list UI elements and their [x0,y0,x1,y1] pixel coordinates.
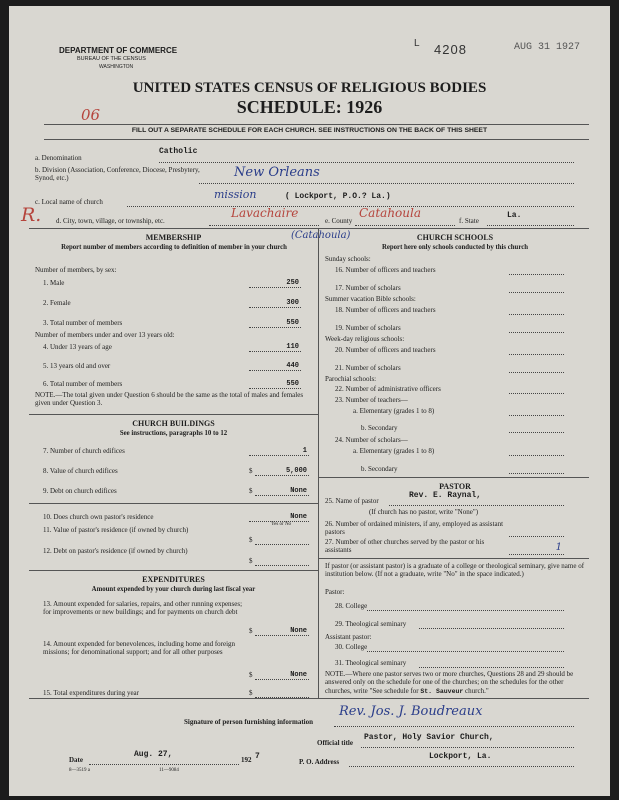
received-date-stamp: AUG 31 1927 [514,42,581,53]
local-name-hand: mission [214,188,257,201]
q5-value: 440 [286,361,299,370]
q2-label: 2. Female [43,299,71,307]
membership-note: NOTE.—The total given under Question 6 should be the same as the total of males and females given under Question 3. [35,391,304,408]
signature-label: Signature of person furnishing information [184,718,313,726]
pastor-name-value: Rev. E. Raynal, [409,491,482,500]
q28-label: 28. College [335,602,368,610]
q25-note: (If church has no pastor, write "None") [369,508,479,516]
q24b-label: b. Secondary [361,465,398,473]
q6-value: 550 [286,379,299,388]
q1-value: 250 [286,278,299,287]
assistant-sub-label: Assistant pastor: [325,633,372,641]
division-label: b. Division (Association, Conference, Diocese, Presbytery, Synod, etc.) [35,166,200,183]
membership-sub: Report number of members according to definition of member in your church [61,244,287,251]
schools-sub: Report here only schools conducted by this church [381,244,529,251]
q4-value: 110 [286,342,299,351]
city-label: WASHINGTON [99,64,134,70]
buildings-heading: CHURCH BUILDINGS [132,419,215,428]
q22-label: 22. Number of administrative officers [335,385,441,393]
city-value: Lavachaire [231,206,299,220]
denomination-label: a. Denomination [35,154,82,162]
q7-label: 7. Number of church edifices [43,447,125,455]
pastor-note [325,670,587,696]
year-suffix: 7 [255,752,260,761]
q4-label: 4. Under 13 years of age [43,343,112,351]
q9-value: None [290,486,307,495]
form-subtitle: SCHEDULE: 1926 [236,97,383,117]
q27-label: 27. Number of other churches served by the pastor or his assistants [325,538,485,555]
q9-label: 9. Debt on church edifices [43,487,117,495]
expenditures-sub: Amount expended by your church during last fiscal year [91,586,256,593]
q9-dollar: $ [249,487,253,495]
pastor-note-text: NOTE.—Where one pastor serves two or more churches, Questions 28 and 29 should be answered only on the schedule for one of the churches; on the schedules for the other churches, write "See schedule for [325,670,574,695]
buildings-sub: See instructions, paragraphs 10 to 12 [119,430,228,437]
by-sex-label: Number of members, by sex: [35,266,117,274]
state-label: f. State [459,217,479,225]
vacation-label: Summer vacation Bible schools: [325,295,416,303]
membership-heading: MEMBERSHIP [145,233,202,242]
q27-value: 1 [555,542,562,553]
q3-value: 550 [286,318,299,327]
q1-label: 1. Male [43,279,65,287]
sunday-label: Sunday schools: [325,255,371,263]
q26-label: 26. Number of ordained ministers, if any, employed as assistant pastors [325,520,504,537]
q10-value: None [290,512,307,521]
division-value: New Orleans [234,165,320,180]
handwritten-code: 06 [81,106,101,124]
q11-dollar: $ [249,536,253,544]
local-name-label: c. Local name of church [35,198,103,206]
serial-prefix: L [414,38,420,49]
q13-label: 13. Amount expended for salaries, repairs, and other running expenses; for improvements or new buildings; and for payments on church debt [43,600,243,617]
weekday-label: Week-day religious schools: [325,335,405,343]
department-label: DEPARTMENT OF COMMERCE [59,46,178,55]
q24a-label: a. Elementary (grades 1 to 8) [353,447,435,455]
q15-dollar: $ [249,689,253,697]
q12-label: 12. Debt on pastor's residence (if owned by church) [43,547,188,555]
county-value: Catahoula [359,206,421,220]
form-number: 8—3519 a [69,768,90,773]
year-prefix: 192 [241,756,252,764]
q5-label: 5. 13 years old and over [43,362,111,370]
q23b-label: b. Secondary [361,424,398,432]
q11-label: 11. Value of pastor's residence (if owned by church) [43,526,189,534]
county-label: e. County [325,217,353,225]
census-schedule-page [9,6,610,796]
q16-label: 16. Number of officers and teachers [335,266,436,274]
local-name-typed: ( Lockport, P.O.? La.) [285,192,391,201]
margin-mark: R. [21,204,42,226]
q30-label: 30. College [335,643,368,651]
official-title-label: Official title [317,739,353,747]
instruction-line: FILL OUT A SEPARATE SCHEDULE FOR EACH CHURCH. SEE INSTRUCTIONS ON THE BACK OF THIS SHEET [131,127,488,134]
q31-label: 31. Theological seminary [335,659,407,667]
q15-label: 15. Total expenditures during year [43,689,139,697]
q12-dollar: $ [249,557,253,565]
form-title: UNITED STATES CENSUS OF RELIGIOUS BODIES [132,80,487,96]
q2-value: 300 [286,298,299,307]
pastor-heading: PASTOR [439,482,471,491]
q23-label: 23. Number of teachers— [335,396,408,404]
pastor-note-end: church." [465,686,489,695]
q24-label: 24. Number of scholars— [335,436,408,444]
q8-label: 8. Value of church edifices [43,467,118,475]
college-note: If pastor (or assistant pastor) is a graduate of a college or theological seminary, give name of institution below. (If not a graduate, write "No" in the space indicated.) [325,562,585,579]
date-label: Date [69,756,83,764]
q3-label: 3. Total number of members [43,319,123,327]
q13-value: None [290,626,307,635]
q18-label: 18. Number of officers and teachers [335,306,436,314]
date-value: Aug. 27, [134,750,173,759]
q17-label: 17. Number of scholars [335,284,401,292]
bureau-label: BUREAU OF THE CENSUS [77,56,146,62]
q8-value: 5,000 [285,466,307,475]
by-age-label: Number of members under and over 13 years old: [35,331,175,339]
po-address-value: Lockport, La. [429,752,492,761]
q7-value: 1 [302,446,307,455]
q8-dollar: $ [249,467,253,475]
signature-value: Rev. Jos. J. Boudreaux [339,704,483,719]
expenditures-heading: EXPENDITURES [142,575,205,584]
parochial-label: Parochial schools: [325,375,377,383]
q29-label: 29. Theological seminary [335,620,407,628]
q20-label: 20. Number of officers and teachers [335,346,436,354]
q25-label: 25. Name of pastor [325,497,379,505]
schools-heading: CHURCH SCHOOLS [416,233,494,242]
q21-label: 21. Number of scholars [335,364,401,372]
q14-dollar: $ [249,671,253,679]
city-label: d. City, town, village, or township, etc. [56,217,165,225]
q6-label: 6. Total number of members [43,380,123,388]
po-address-label: P. O. Address [299,758,340,766]
state-value: La. [507,211,522,220]
q10-label: 10. Does church own pastor's residence [43,513,154,521]
official-title-value: Pastor, Holy Savior Church, [364,733,494,742]
yes-no-hint: Yes or No [271,522,292,527]
q13-dollar: $ [249,627,253,635]
denomination-value: Catholic [159,147,198,156]
print-number: 11—9084 [159,768,179,773]
q19-label: 19. Number of scholars [335,324,401,332]
pastor-note-typed: St. Sauveur [420,687,464,695]
q14-label: 14. Amount expended for benevolences, including home and foreign missions; for denominational support; and for all other purposes [43,640,236,657]
serial-number: 4208 [434,42,467,57]
q23a-label: a. Elementary (grades 1 to 8) [353,407,435,415]
pastor-sub-label: Pastor: [325,588,345,596]
schools-hand-note: (Catahoula) [291,230,351,241]
q14-value: None [290,670,307,679]
